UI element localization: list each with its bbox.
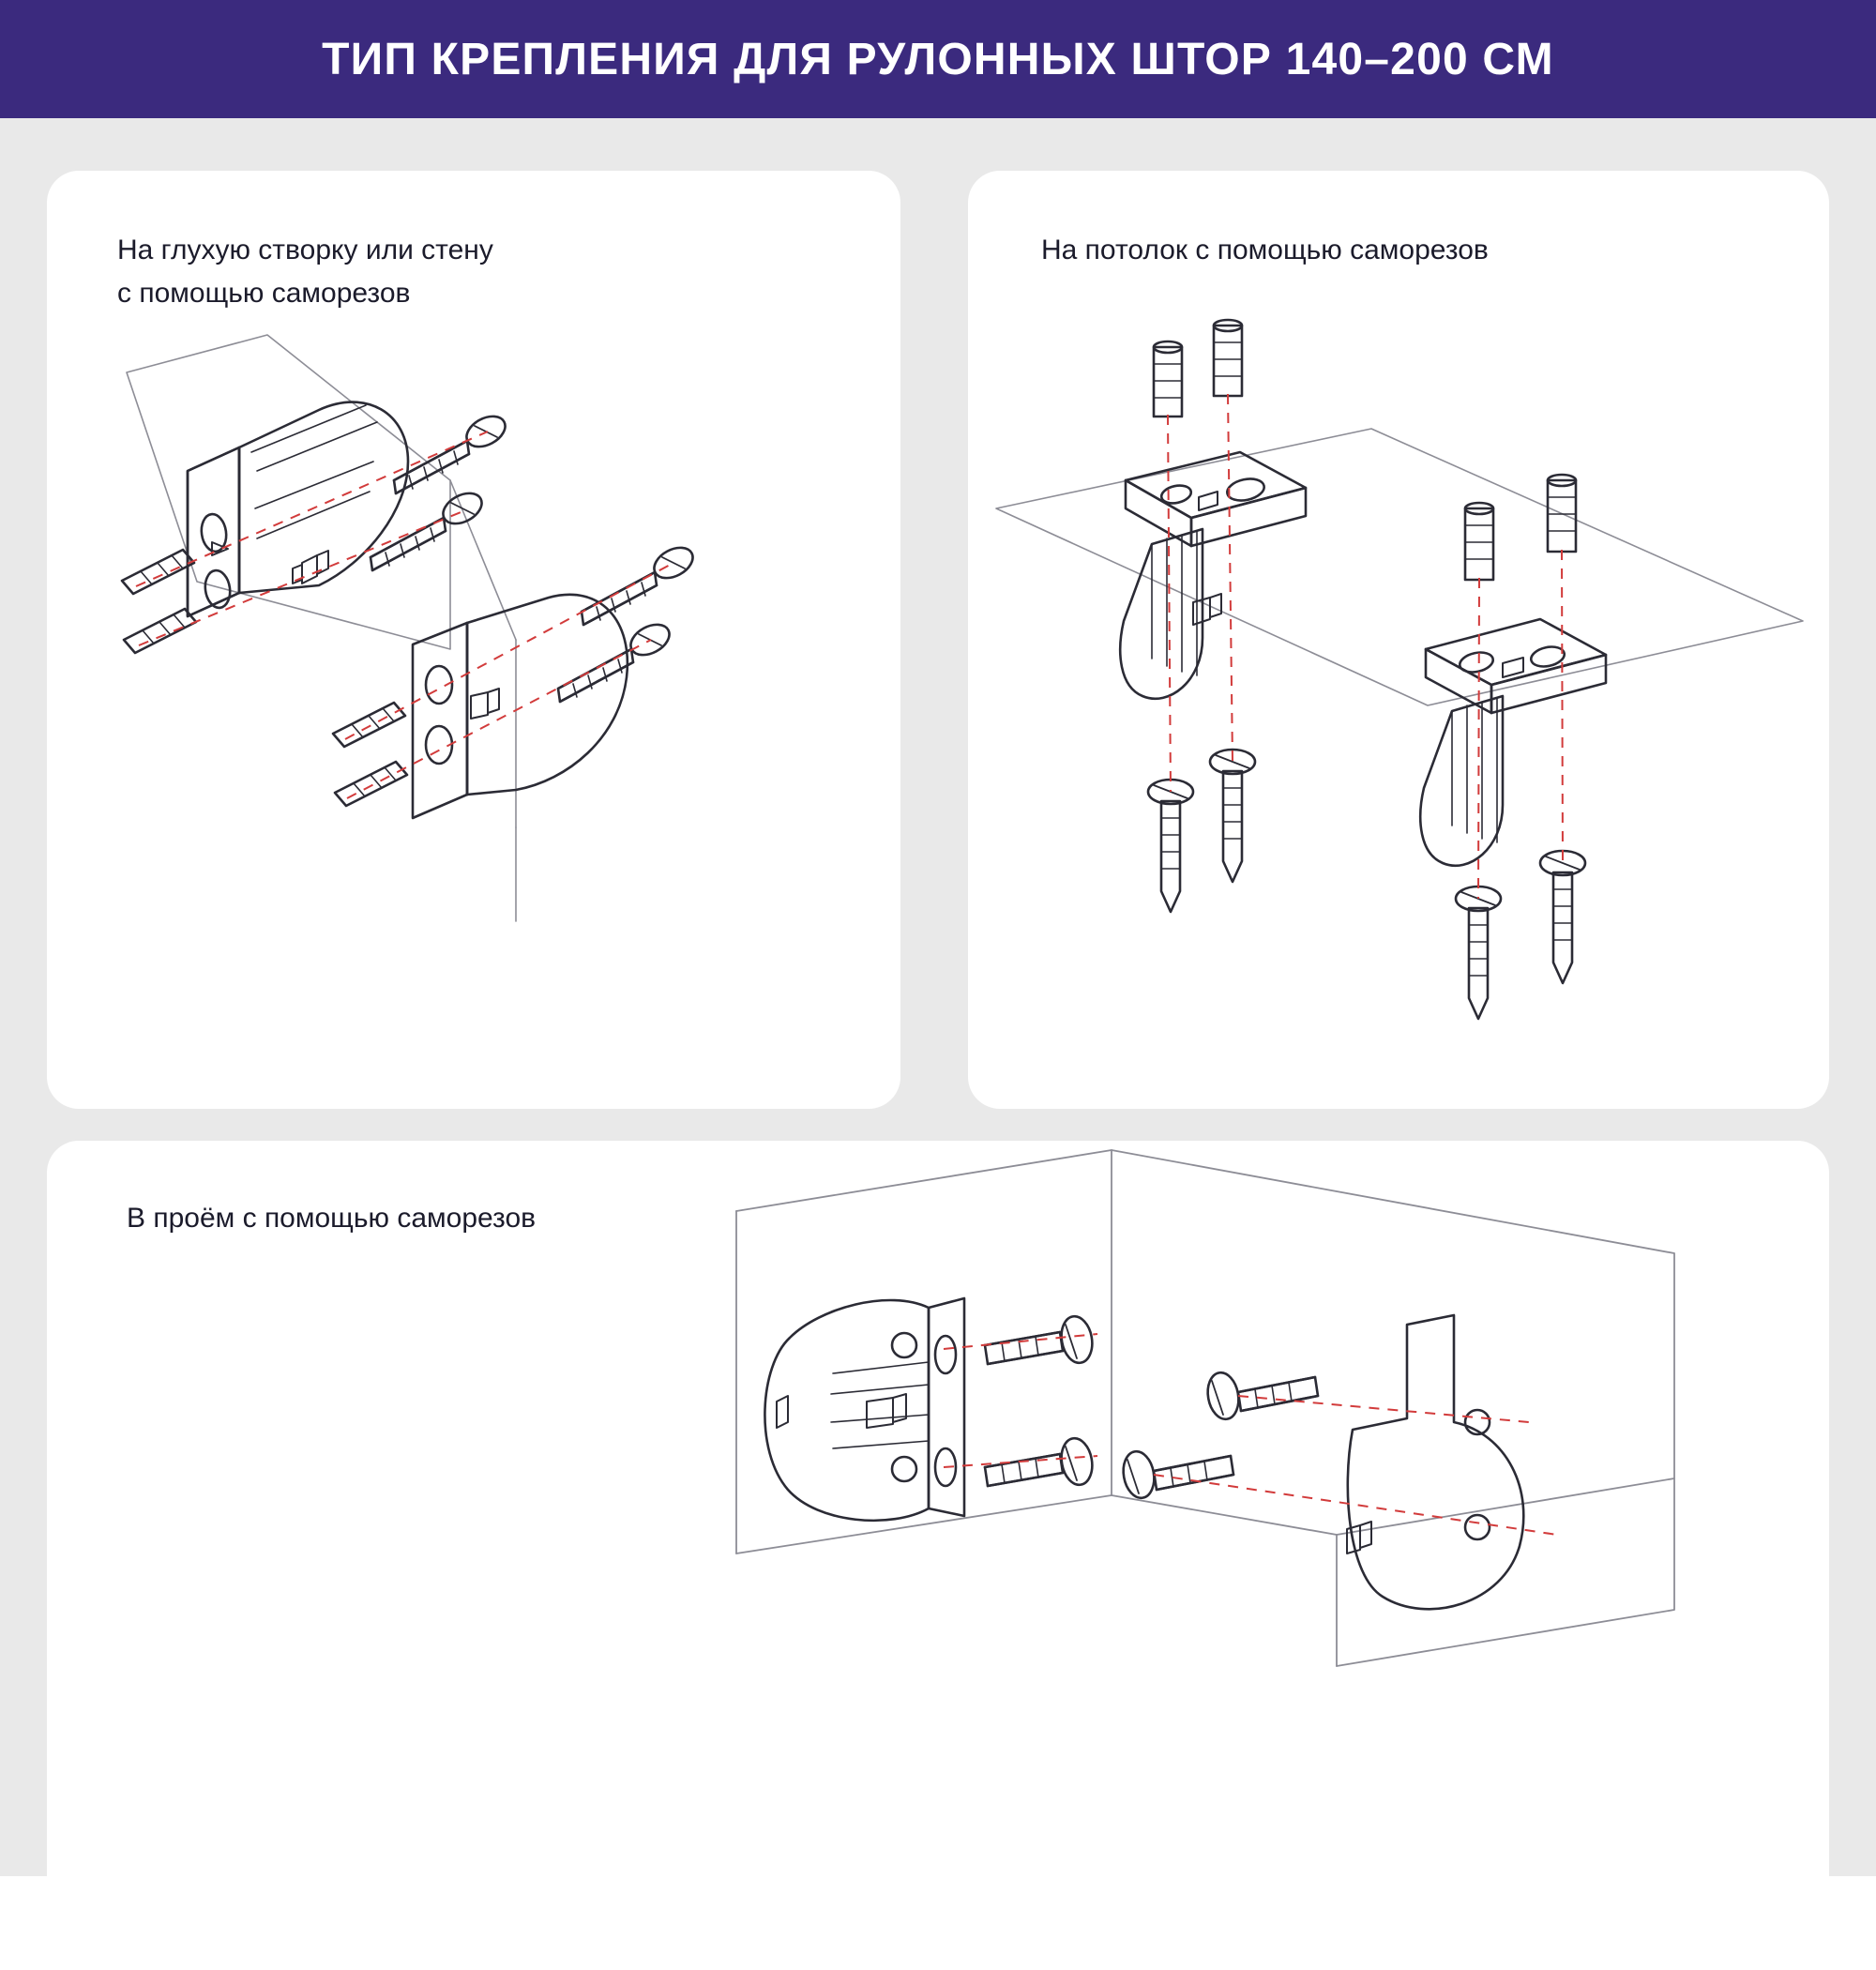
card-ceiling-mount — [968, 171, 1829, 1109]
card-wall-mount — [47, 171, 900, 1109]
card-recess-mount — [47, 1141, 1829, 1970]
header-bar — [0, 0, 1876, 118]
page-title: ТИП КРЕПЛЕНИЯ ДЛЯ РУЛОННЫХ ШТОР 140–200 СМ — [322, 34, 1554, 84]
card-wall-mount-label: На глухую створку или стену с помощью саморезов — [117, 235, 493, 309]
illustration-recess-mount — [47, 1141, 1829, 1970]
card-ceiling-mount-label: На потолок с помощью саморезов — [1041, 235, 1489, 265]
card-recess-mount-label: В проём с помощью саморезов — [127, 1203, 537, 1234]
illustration-ceiling-mount — [968, 171, 1829, 1109]
cards-area — [0, 118, 1876, 1876]
